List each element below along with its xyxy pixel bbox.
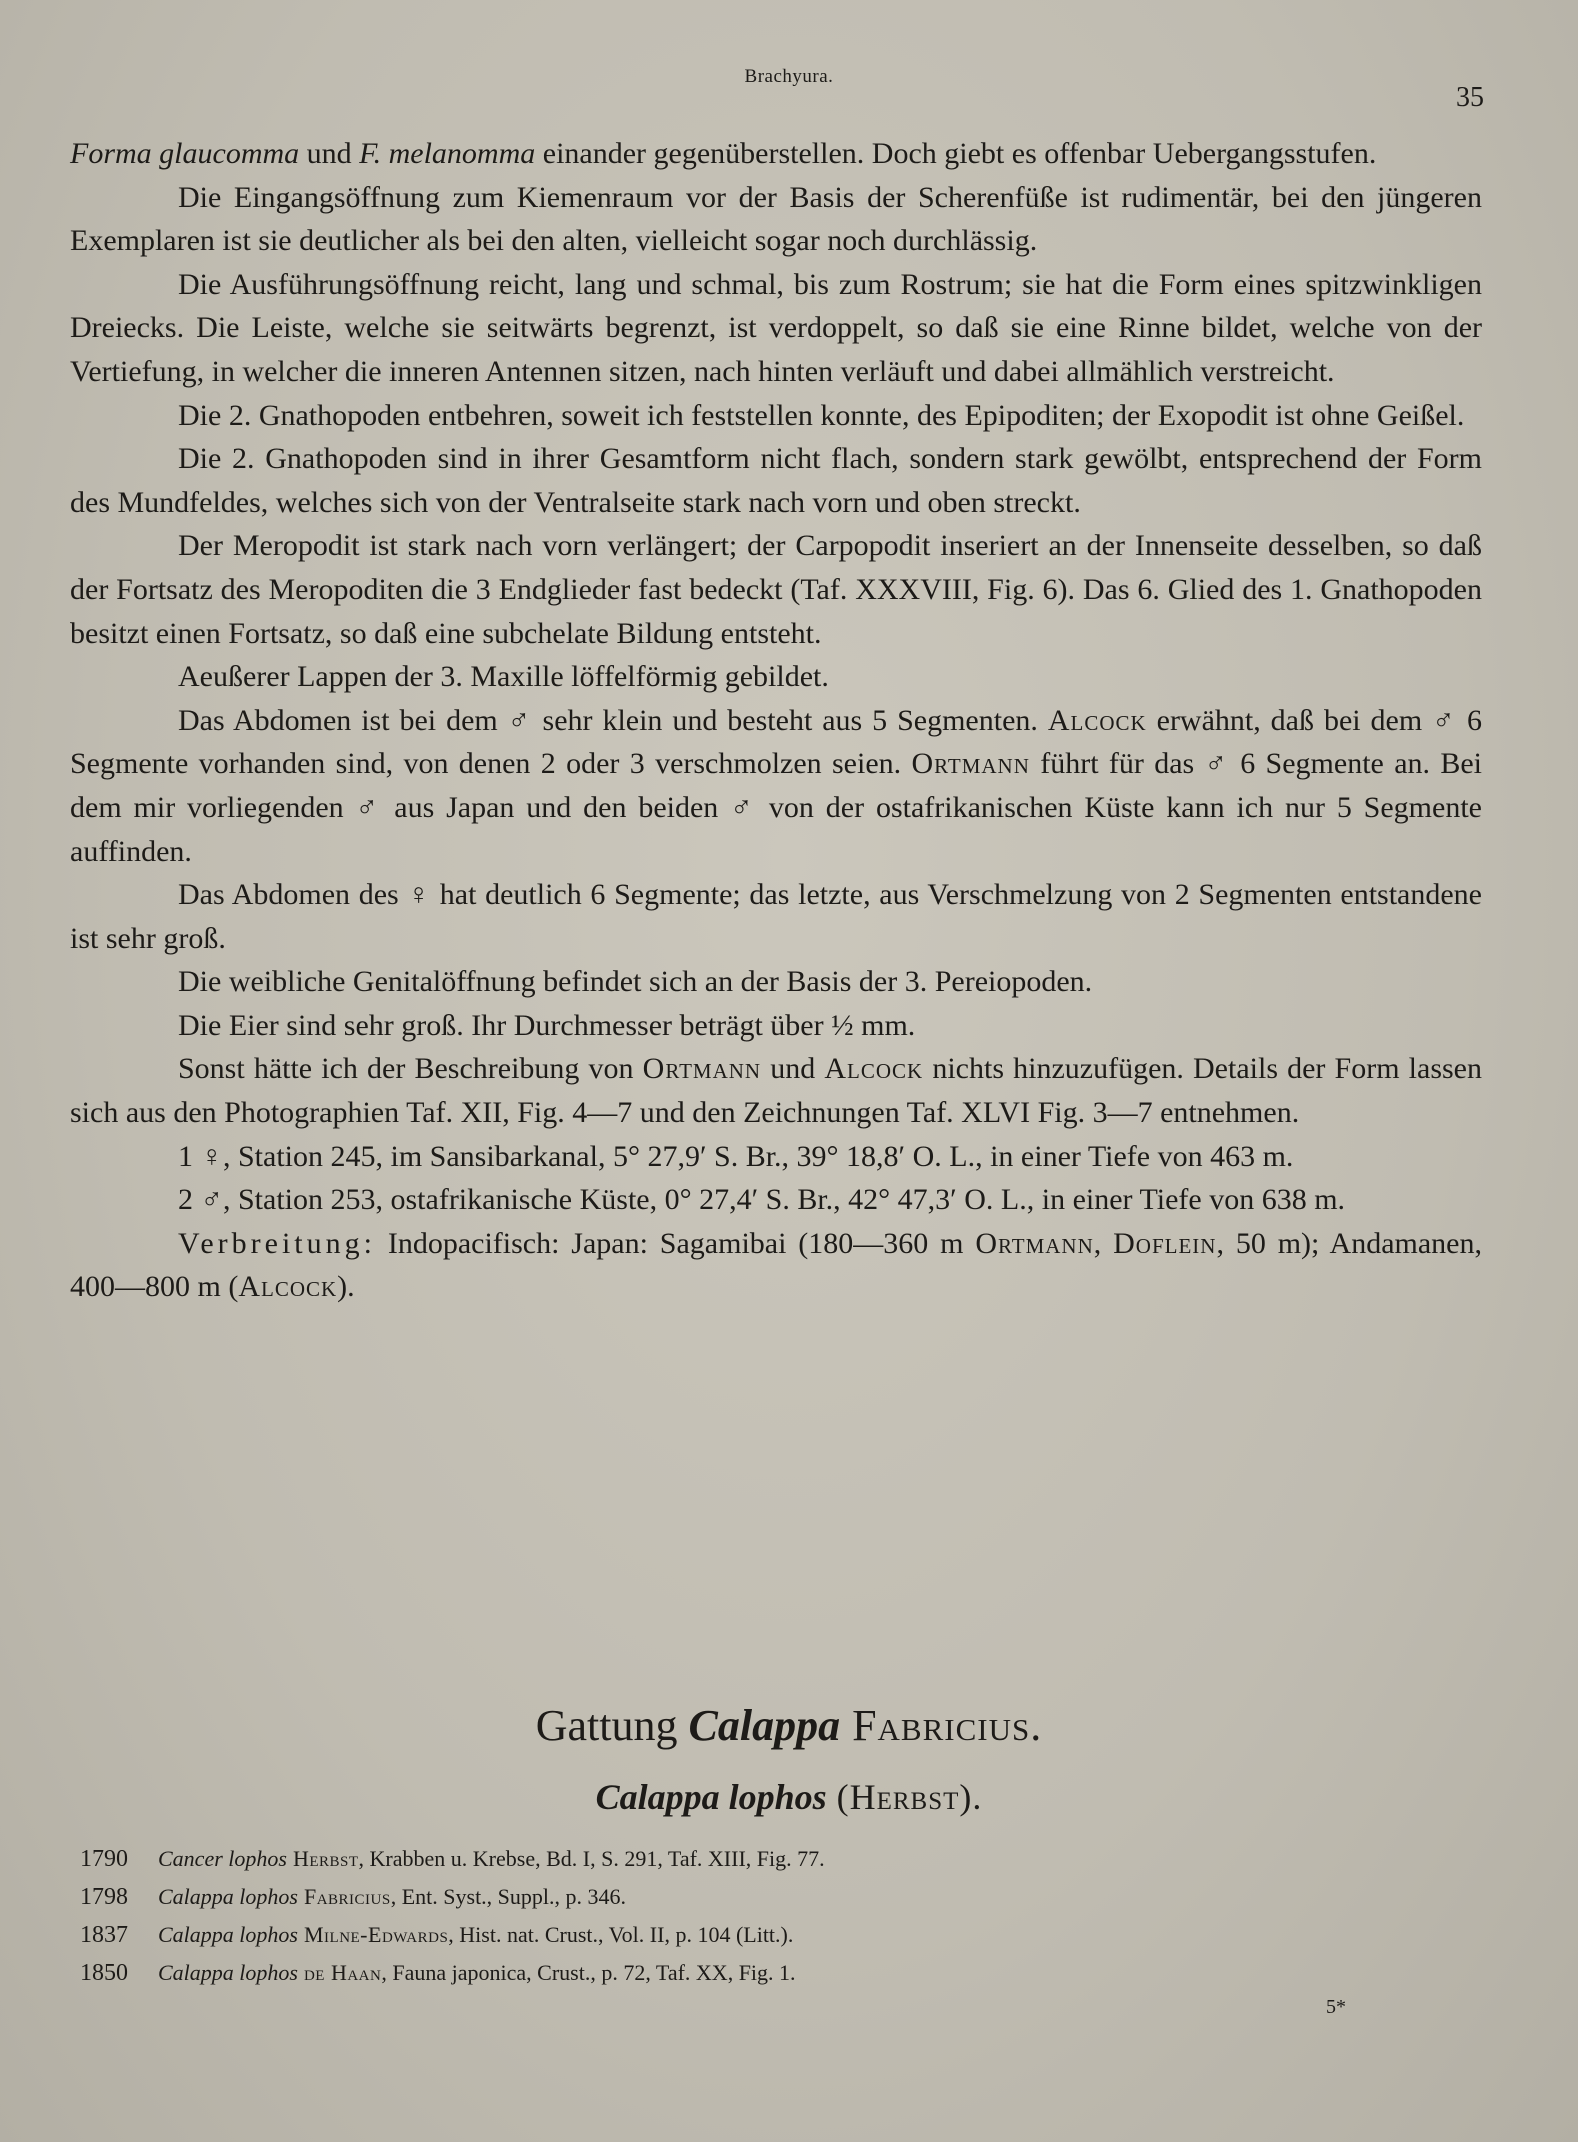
synonymy-taxon-name: Calappa lophos bbox=[158, 1884, 298, 1909]
body-paragraph bbox=[70, 394, 1482, 438]
synonymy-author: Milne-Edwards bbox=[297, 1922, 449, 1947]
text-run: Doflein bbox=[1113, 1226, 1217, 1260]
synonymy-entry bbox=[80, 1878, 1380, 1916]
body-paragraph bbox=[70, 1047, 1482, 1134]
text-run: Alcock bbox=[824, 1052, 924, 1086]
text-run: Das Abdomen des ♀ hat deutlich 6 Segmente; das letzte, aus Verschmelzung von 2 Segmenten entstandene ist sehr groß. bbox=[70, 878, 1482, 955]
text-run: Ortmann bbox=[911, 747, 1030, 781]
body-paragraph bbox=[70, 263, 1482, 394]
text-run: Sonst hätte ich der Beschreibung von bbox=[178, 1052, 643, 1086]
signature-mark: 5* bbox=[1326, 1996, 1346, 2018]
body-paragraph bbox=[70, 1222, 1482, 1309]
synonymy-year: 1790 bbox=[80, 1846, 128, 1872]
body-paragraph bbox=[70, 873, 1482, 960]
text-run: führt für das ♂ 6 Segmente an. Bei dem mir vorliegenden ♂ aus Japan und den beiden ♂ von der ostafrikanischen Küste kann ich nur 5 Segmente auffinden. bbox=[70, 747, 1483, 868]
text-run: Die 2. Gnathopoden sind in ihrer Gesamtform nicht flach, sondern stark gewölbt, entsprechend der Form des Mundfeldes, welches sich von der Ventralseite stark nach vorn und oben streckt. bbox=[70, 442, 1482, 519]
text-run: ). bbox=[337, 1270, 355, 1304]
body-paragraph bbox=[70, 132, 1482, 176]
synonymy-reference: , Krabben u. Krebse, Bd. I, S. 291, Taf. XIII, Fig. 77. bbox=[358, 1846, 825, 1871]
text-run: erwähnt, daß bei dem ♂ 6 Segmente vorhanden sind, von denen 2 oder 3 verschmolzen seien. bbox=[70, 703, 1482, 781]
text-run: Verbreitung: bbox=[178, 1226, 376, 1260]
body-paragraph bbox=[70, 1178, 1482, 1222]
text-run: einander gegenüberstellen. Doch giebt es offenbar Uebergangsstufen. bbox=[535, 137, 1377, 170]
text-run: , 50 m); Andamanen, 400—800 m ( bbox=[70, 1226, 1483, 1304]
synonymy-entry bbox=[80, 1954, 1380, 1992]
text-run: Aeußerer Lappen der 3. Maxille löffelförmig gebildet. bbox=[178, 660, 829, 694]
synonymy-author: Herbst bbox=[286, 1846, 359, 1871]
body-paragraph bbox=[70, 437, 1482, 524]
synonymy-list bbox=[80, 1840, 1380, 1992]
text-run: Die weibliche Genitalöffnung befindet sich an der Basis der 3. Pereiopoden. bbox=[178, 965, 1093, 999]
text-run: Das Abdomen ist bei dem ♂ sehr klein und besteht aus 5 Segmenten. bbox=[178, 703, 1048, 737]
genus-heading bbox=[0, 1700, 1578, 1751]
synonymy-author: Fabricius bbox=[297, 1884, 391, 1909]
text-run: Die Ausführungsöffnung reicht, lang und schmal, bis zum Rostrum; sie hat die Form eines spitzwinkligen Dreiecks. Die Leiste, welche sie seitwärts begrenzt, ist verdoppelt, so daß sie eine Rinne bildet, welche von der Vertiefung, in welcher die inneren Antennen sitzen, nach hinten verläuft und dabei allmählich verstreicht. bbox=[70, 267, 1482, 388]
text-run: nichts hinzuzufügen. Details der Form lassen sich aus den Photographien Taf. XII, Fig. 4—7 und den Zeichnungen Taf. XLVI Fig. 3—7 entnehmen. bbox=[70, 1052, 1482, 1130]
species-author: (Herbst). bbox=[826, 1777, 983, 1817]
body-paragraph bbox=[70, 699, 1482, 873]
text-run: und bbox=[761, 1052, 825, 1086]
text-run: Alcock bbox=[238, 1270, 338, 1304]
running-head: Brachyura. bbox=[744, 66, 834, 87]
body-paragraph bbox=[70, 960, 1482, 1004]
text-run: F. melanomma bbox=[359, 137, 536, 170]
body-paragraph bbox=[70, 524, 1482, 655]
text-run: Die Eier sind sehr groß. Ihr Durchmesser beträgt über ½ mm. bbox=[178, 1008, 916, 1042]
text-run: Die 2. Gnathopoden entbehren, soweit ich feststellen konnte, des Epipoditen; der Exopodit ist ohne Geißel. bbox=[178, 398, 1465, 432]
genus-heading-prefix: Gattung bbox=[535, 1701, 689, 1750]
synonymy-reference: , Hist. nat. Crust., Vol. II, p. 104 (Litt.). bbox=[448, 1922, 794, 1947]
body-paragraph bbox=[70, 176, 1482, 263]
text-run: Der Meropodit ist stark nach vorn verlängert; der Carpopodit inseriert an der Innenseite desselben, so daß der Fortsatz des Meropoditen die 3 Endglieder fast bedeckt (Taf. XXXVIII, Fig. 6). Das 6. Glied des 1. Gnathopoden besitzt einen Fortsatz, so daß eine subchelate Bildung entsteht. bbox=[70, 529, 1482, 650]
synonymy-year: 1837 bbox=[80, 1922, 128, 1948]
body-text bbox=[70, 132, 1482, 1309]
species-name: Calappa lophos bbox=[595, 1777, 827, 1817]
text-run: und bbox=[299, 137, 360, 170]
synonymy-reference: , Fauna japonica, Crust., p. 72, Taf. XX, Fig. 1. bbox=[381, 1960, 796, 1985]
synonymy-taxon-name: Calappa lophos bbox=[158, 1960, 298, 1985]
species-heading bbox=[0, 1776, 1578, 1818]
synonymy-entry bbox=[80, 1916, 1380, 1954]
text-run: 2 ♂, Station 253, ostafrikanische Küste, 0° 27,4′ S. Br., 42° 47,3′ O. L., in einer Tiefe von 638 m. bbox=[178, 1183, 1346, 1217]
synonymy-year: 1798 bbox=[80, 1884, 128, 1910]
page-number: 35 bbox=[1456, 82, 1484, 113]
body-paragraph bbox=[70, 1004, 1482, 1048]
genus-name: Calappa bbox=[688, 1701, 841, 1750]
text-run: , bbox=[1093, 1226, 1114, 1260]
synonymy-taxon-name: Calappa lophos bbox=[158, 1922, 298, 1947]
text-run: Indopacifisch: Japan: Sagamibai (180—360 m bbox=[375, 1226, 976, 1260]
text-run: Ortmann bbox=[975, 1226, 1094, 1260]
body-paragraph bbox=[70, 1135, 1482, 1179]
synonymy-author: de Haan bbox=[297, 1960, 382, 1985]
text-run: Alcock bbox=[1047, 703, 1147, 737]
text-run: 1 ♀, Station 245, im Sansibarkanal, 5° 27,9′ S. Br., 39° 18,8′ O. L., in einer Tiefe von 463 m. bbox=[178, 1139, 1294, 1173]
genus-author: Fabricius. bbox=[840, 1701, 1043, 1750]
body-paragraph bbox=[70, 655, 1482, 699]
synonymy-taxon-name: Cancer lophos bbox=[158, 1846, 287, 1871]
text-run: Die Eingangsöffnung zum Kiemenraum vor der Basis der Scherenfüße ist rudimentär, bei den jüngeren Exemplaren ist sie deutlicher als bei den alten, vielleicht sogar noch durchlässig. bbox=[70, 180, 1482, 258]
synonymy-entry bbox=[80, 1840, 1380, 1878]
text-run: Forma glaucomma bbox=[70, 137, 300, 170]
synonymy-year: 1850 bbox=[80, 1960, 128, 1986]
text-run: Ortmann bbox=[642, 1052, 762, 1086]
synonymy-reference: , Ent. Syst., Suppl., p. 346. bbox=[390, 1884, 627, 1909]
